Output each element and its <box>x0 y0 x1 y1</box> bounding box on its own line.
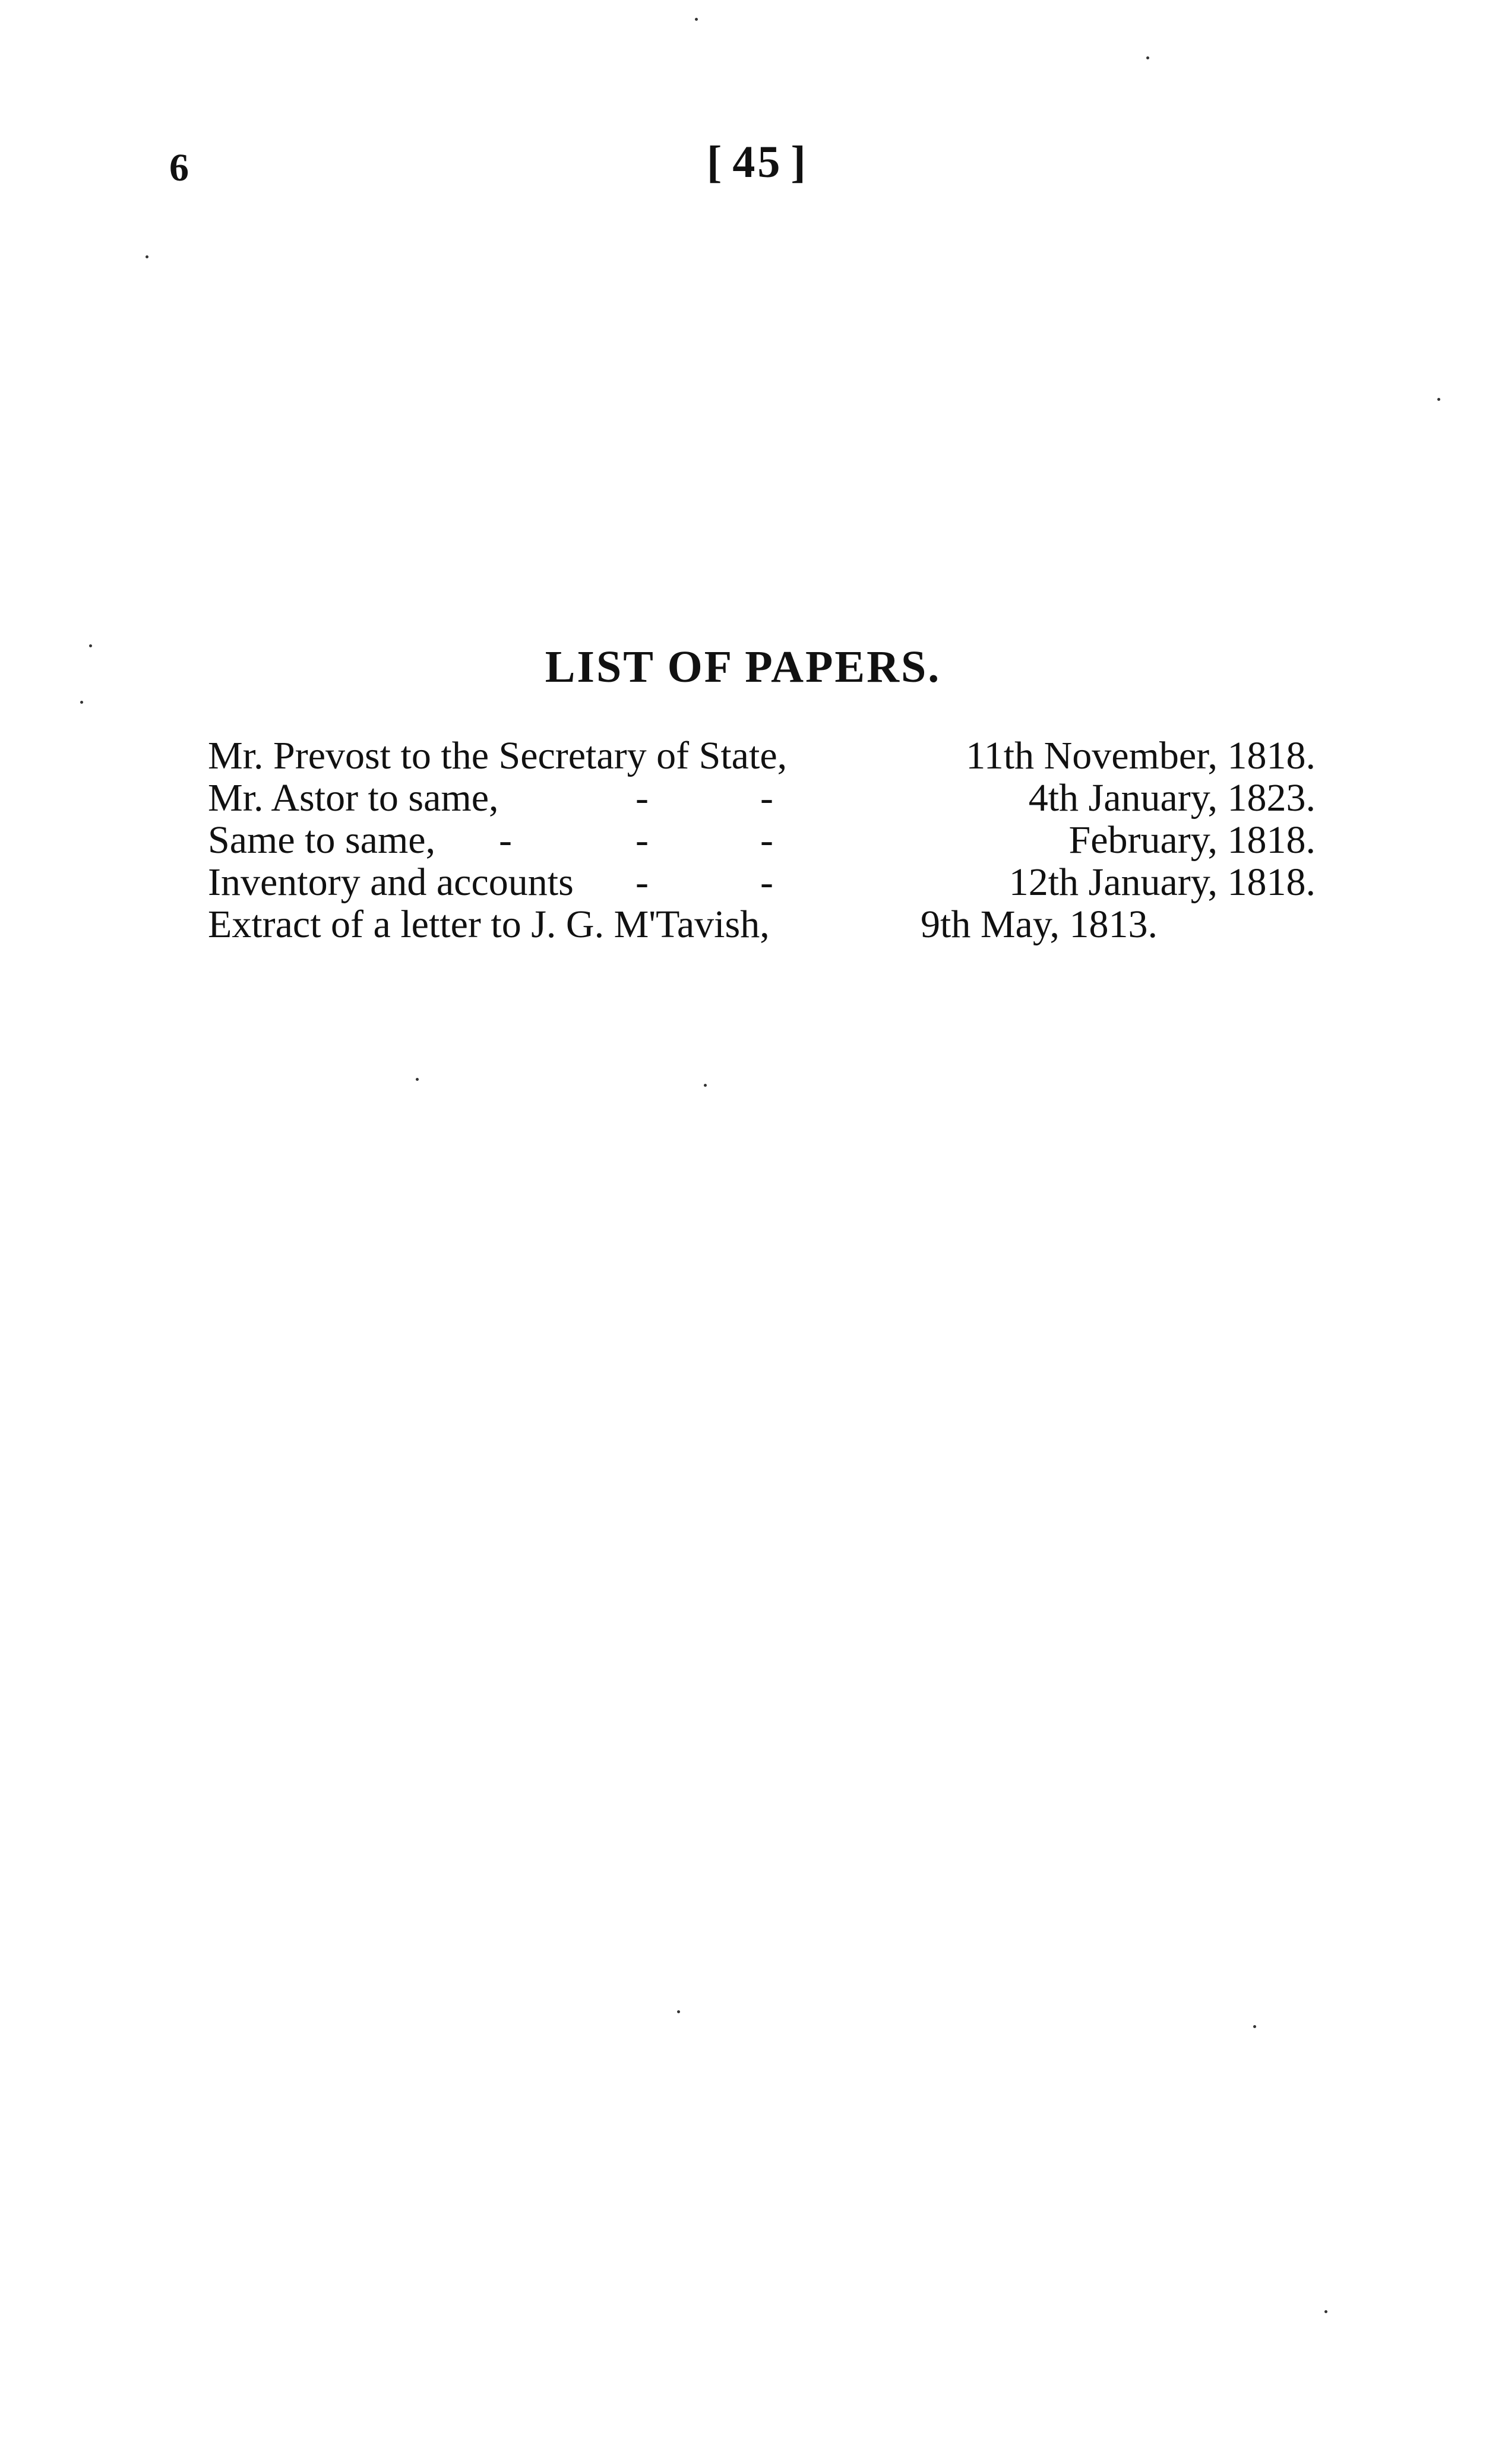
leader-dash: - <box>635 818 649 862</box>
paper-date: 9th May, 1813. <box>921 903 1158 946</box>
scan-speck <box>416 1078 419 1081</box>
scan-speck <box>146 255 148 258</box>
scan-speck <box>1324 2310 1327 2313</box>
scan-speck <box>1146 56 1149 59</box>
scan-speck <box>80 701 83 704</box>
paper-date: 11th November, 1818. <box>966 734 1316 777</box>
scan-speck <box>677 2010 680 2013</box>
leader-dash: - <box>499 818 512 862</box>
signature-mark: 6 <box>169 146 189 189</box>
page-folio <box>707 137 808 188</box>
paper-date: 4th January, 1823. <box>1028 776 1316 820</box>
leader-dash: - <box>635 861 649 904</box>
paper-entry <box>208 776 1324 818</box>
scan-speck <box>704 1084 707 1087</box>
scan-speck <box>1253 2025 1256 2028</box>
page-title: LIST OF PAPERS. <box>545 642 941 692</box>
papers-list <box>208 733 1324 944</box>
scan-speck <box>1437 398 1440 401</box>
scan-speck <box>89 644 92 647</box>
paper-date: 12th January, 1818. <box>1008 861 1316 904</box>
folio-close-bracket: ] <box>791 137 808 187</box>
paper-entry <box>208 860 1324 902</box>
leader-dash: - <box>760 861 773 904</box>
folio-open-bracket: [ <box>707 137 725 187</box>
scan-speck <box>695 18 698 21</box>
leader-dash: - <box>760 818 773 862</box>
leader-dash: - <box>760 776 773 820</box>
paper-description: Mr. Prevost to the Secretary of State, <box>208 734 788 777</box>
paper-entry <box>208 733 1324 776</box>
paper-description: Mr. Astor to same, <box>208 776 499 820</box>
paper-description: Extract of a letter to J. G. M'Tavish, <box>208 903 770 946</box>
paper-description: Inventory and accounts <box>208 861 574 904</box>
paper-date: February, 1818. <box>1068 818 1316 862</box>
page-number: 45 <box>732 137 783 187</box>
paper-description: Same to same, <box>208 818 436 862</box>
paper-entry <box>208 818 1324 860</box>
paper-entry <box>208 902 1324 944</box>
leader-dash: - <box>635 776 649 820</box>
